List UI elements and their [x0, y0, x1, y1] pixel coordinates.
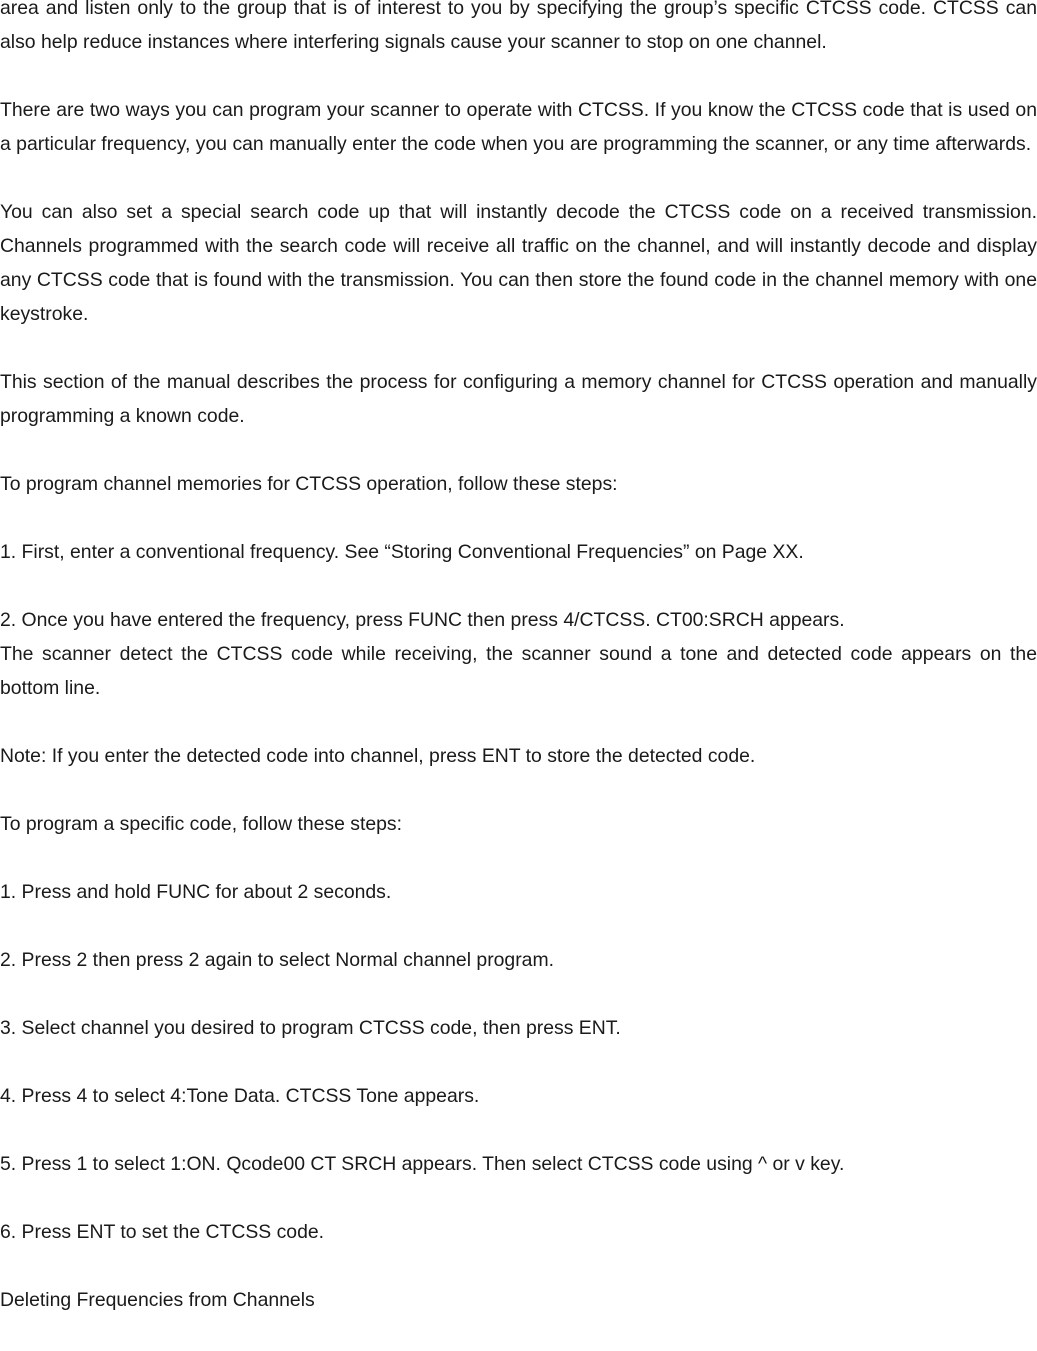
paragraph-ctcss-intro: area and listen only to the group that is of interest to you by specifying the group’s specific CTCSS code. CTCSS can also help reduce instances where interfering signals cause your scanner to stop on one channel. [0, 0, 1037, 53]
specific-step-2: 2. Press 2 then press 2 again to select Normal channel program. [0, 949, 554, 971]
paragraph-section-description: This section of the manual describes the process for configuring a memory channel for CTCSS operation and manually programming a known code. [0, 371, 1037, 427]
specific-step-6: 6. Press ENT to set the CTCSS code. [0, 1221, 325, 1243]
specific-step-5: 5. Press 1 to select 1:ON. Qcode00 CT SRCH appears. Then select CTCSS code using ^ or v key. [0, 1153, 845, 1175]
note-paragraph: Note: If you enter the detected code into channel, press ENT to store the detected code. [0, 745, 756, 767]
specific-step-4: 4. Press 4 to select 4:Tone Data. CTCSS Tone appears. [0, 1085, 480, 1107]
specific-step-3: 3. Select channel you desired to program CTCSS code, then press ENT. [0, 1017, 621, 1039]
specific-step-1: 1. Press and hold FUNC for about 2 seconds. [0, 881, 392, 903]
paragraph-channel-memories-intro: To program channel memories for CTCSS operation, follow these steps: [0, 473, 618, 495]
step-2-text: 2. Once you have entered the frequency, press FUNC then press 4/CTCSS. CT00:SRCH appears. [0, 609, 845, 631]
step-1-enter-frequency: 1. First, enter a conventional frequency. See “Storing Conventional Frequencies” on Page XX. [0, 541, 804, 563]
paragraph-search-code: You can also set a special search code up that will instantly decode the CTCSS code on a received transmission. Channels programmed with the search code will receive all traffic on the channel, and will instantly decode and display any CTCSS code that is found with the transmission. You can then store the found code in the channel memory with one keystroke. [0, 201, 1037, 325]
specific-code-intro: To program a specific code, follow these steps: [0, 813, 403, 835]
paragraph-two-ways: There are two ways you can program your scanner to operate with CTCSS. If you know the CTCSS code that is used on a particular frequency, you can manually enter the code when you are programming the scanner, or any time afterwards. [0, 99, 1037, 155]
section-heading-deleting-frequencies: Deleting Frequencies from Channels [0, 1289, 315, 1311]
step-2-block [0, 603, 1037, 705]
step-2-detail: The scanner detect the CTCSS code while receiving, the scanner sound a tone and detected code appears on the bottom line. [0, 643, 1037, 699]
